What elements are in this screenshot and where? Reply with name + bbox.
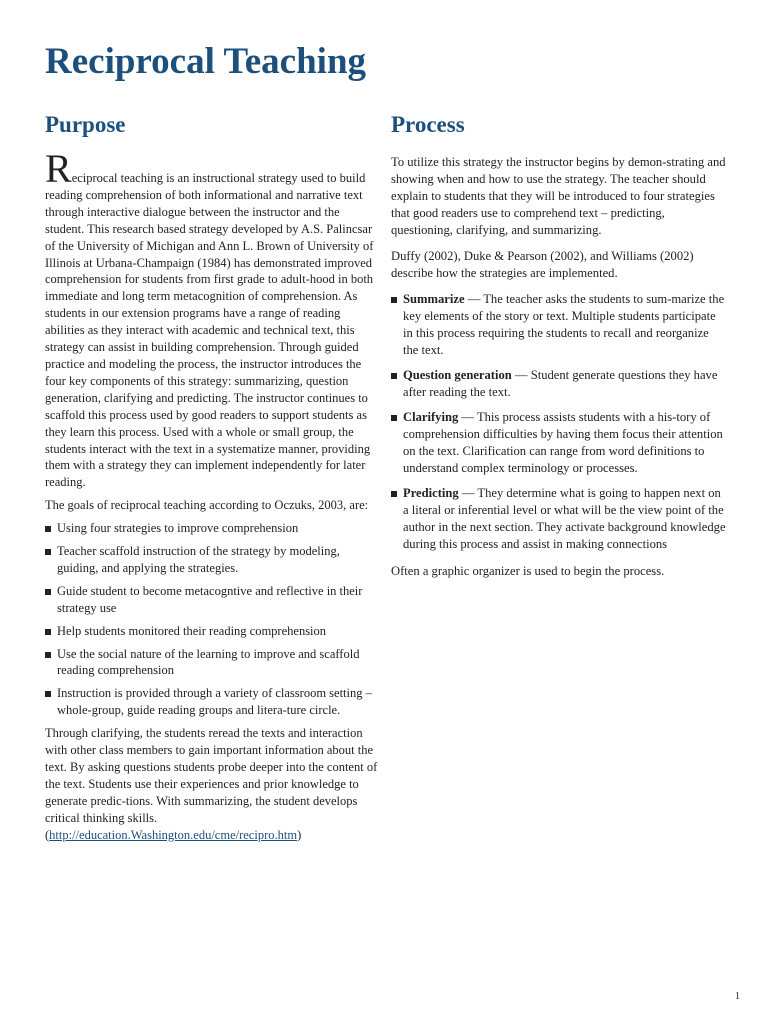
strategies-list: [391, 291, 727, 553]
strategy-term: Question generation: [403, 368, 512, 382]
strategy-desc: — Student generate questions they have after reading the text.: [403, 368, 718, 399]
strategy-item: [391, 367, 727, 401]
strategy-desc: — They determine what is going to happen next on a literal or inferential level or what will be the view point of the author in the next section. They activate background knowledge during this process and assist in making connections: [403, 486, 726, 551]
purpose-heading: Purpose: [45, 112, 126, 137]
drop-cap: R: [45, 146, 72, 191]
page-title: Reciprocal Teaching: [45, 41, 367, 82]
goal-item: Help students monitored their reading comprehension: [45, 623, 378, 640]
goal-item: Instruction is provided through a variety of classroom setting – whole-group, guide reading groups and litera-ture circle.: [45, 685, 378, 719]
purpose-closing: [45, 725, 378, 843]
goals-intro: The goals of reciprocal teaching according to Oczuks, 2003, are:: [45, 498, 369, 513]
goals-list: [45, 520, 378, 719]
source-link[interactable]: http://education.Washington.edu/cme/recipro.htm: [49, 827, 298, 842]
strategy-term: Summarize: [403, 292, 465, 306]
link-open-paren: (: [45, 827, 50, 842]
strategy-desc: — The teacher asks the students to sum-marize the key elements of the story or text. Multiple students participate in this process requiring the students to recall and reorganize the text.: [403, 292, 725, 357]
link-close-paren: ): [297, 827, 302, 842]
purpose-column: [45, 110, 378, 850]
process-column: [391, 110, 727, 586]
strategy-item: [391, 409, 727, 477]
goal-item: Using four strategies to improve comprehension: [45, 520, 378, 537]
strategy-item: [391, 291, 727, 359]
goal-item: Teacher scaffold instruction of the strategy by modeling, guiding, and applying the strategies.: [45, 543, 378, 577]
purpose-closing-text: Through clarifying, the students reread the texts and interaction with other class members to gain important information about the text. By asking questions students probe deeper into the content of the text. Students use their experiences and prior knowledge to generate predic-tions. With summarizing, the student develops critical thinking skills.: [45, 726, 378, 825]
process-intro: To utilize this strategy the instructor begins by demon-strating and showing when and how to use the strategy. The teacher should explain to students that they will be introduced to four strategies that good readers use to comprehend text – predicting, questioning, clarifying, and summarizing.: [391, 155, 726, 237]
purpose-intro-text: eciprocal teaching is an instructional strategy used to build reading comprehension of both informational and narrative text through interactive dialogue between the instructor and the student. This research based strategy developed by A.S. Palincsar of the University of Michigan and Ann L. Brown of University of Illinois at Urbana-Champaign (1984) has demonstrated improved comprehension for students from first grade to adult-hood in both immediate and long term metacognition of comprehension. As students in our extension programs have a range of reading abilities as they interact with academic and technical text, this strategy can assist in building comprehension. Through guided practice and modeling the process, the instructor introduces the four key components of this strategy: summarizing, question generation, clarifying and predicting. The instructor continues to scaffold this process used by good readers to support students as they learn this process. Used with a whole or small group, the students interact with the text in a systematize manner, providing them with a strategy they can implement independently for later reading.: [45, 171, 374, 490]
strategy-term: Predicting: [403, 486, 459, 500]
strategy-item: [391, 485, 727, 553]
strategy-desc: — This process assists students with a his-tory of comprehension difficulties by having them focus their attention on the text. Clarification can range from word definitions to understand complex terminology or processes.: [403, 410, 723, 475]
process-closing: Often a graphic organizer is used to begin the process.: [391, 564, 665, 578]
goal-item: Use the social nature of the learning to improve and scaffold reading comprehension: [45, 646, 378, 680]
strategy-term: Clarifying: [403, 410, 459, 424]
goal-item: Guide student to become metacogntive and reflective in their strategy use: [45, 583, 378, 617]
page-number: 1: [735, 991, 740, 1002]
purpose-intro: [45, 146, 378, 491]
process-heading: Process: [391, 112, 465, 137]
process-sources: Duffy (2002), Duke & Pearson (2002), and Williams (2002) describe how the strategies are implemented.: [391, 249, 694, 280]
